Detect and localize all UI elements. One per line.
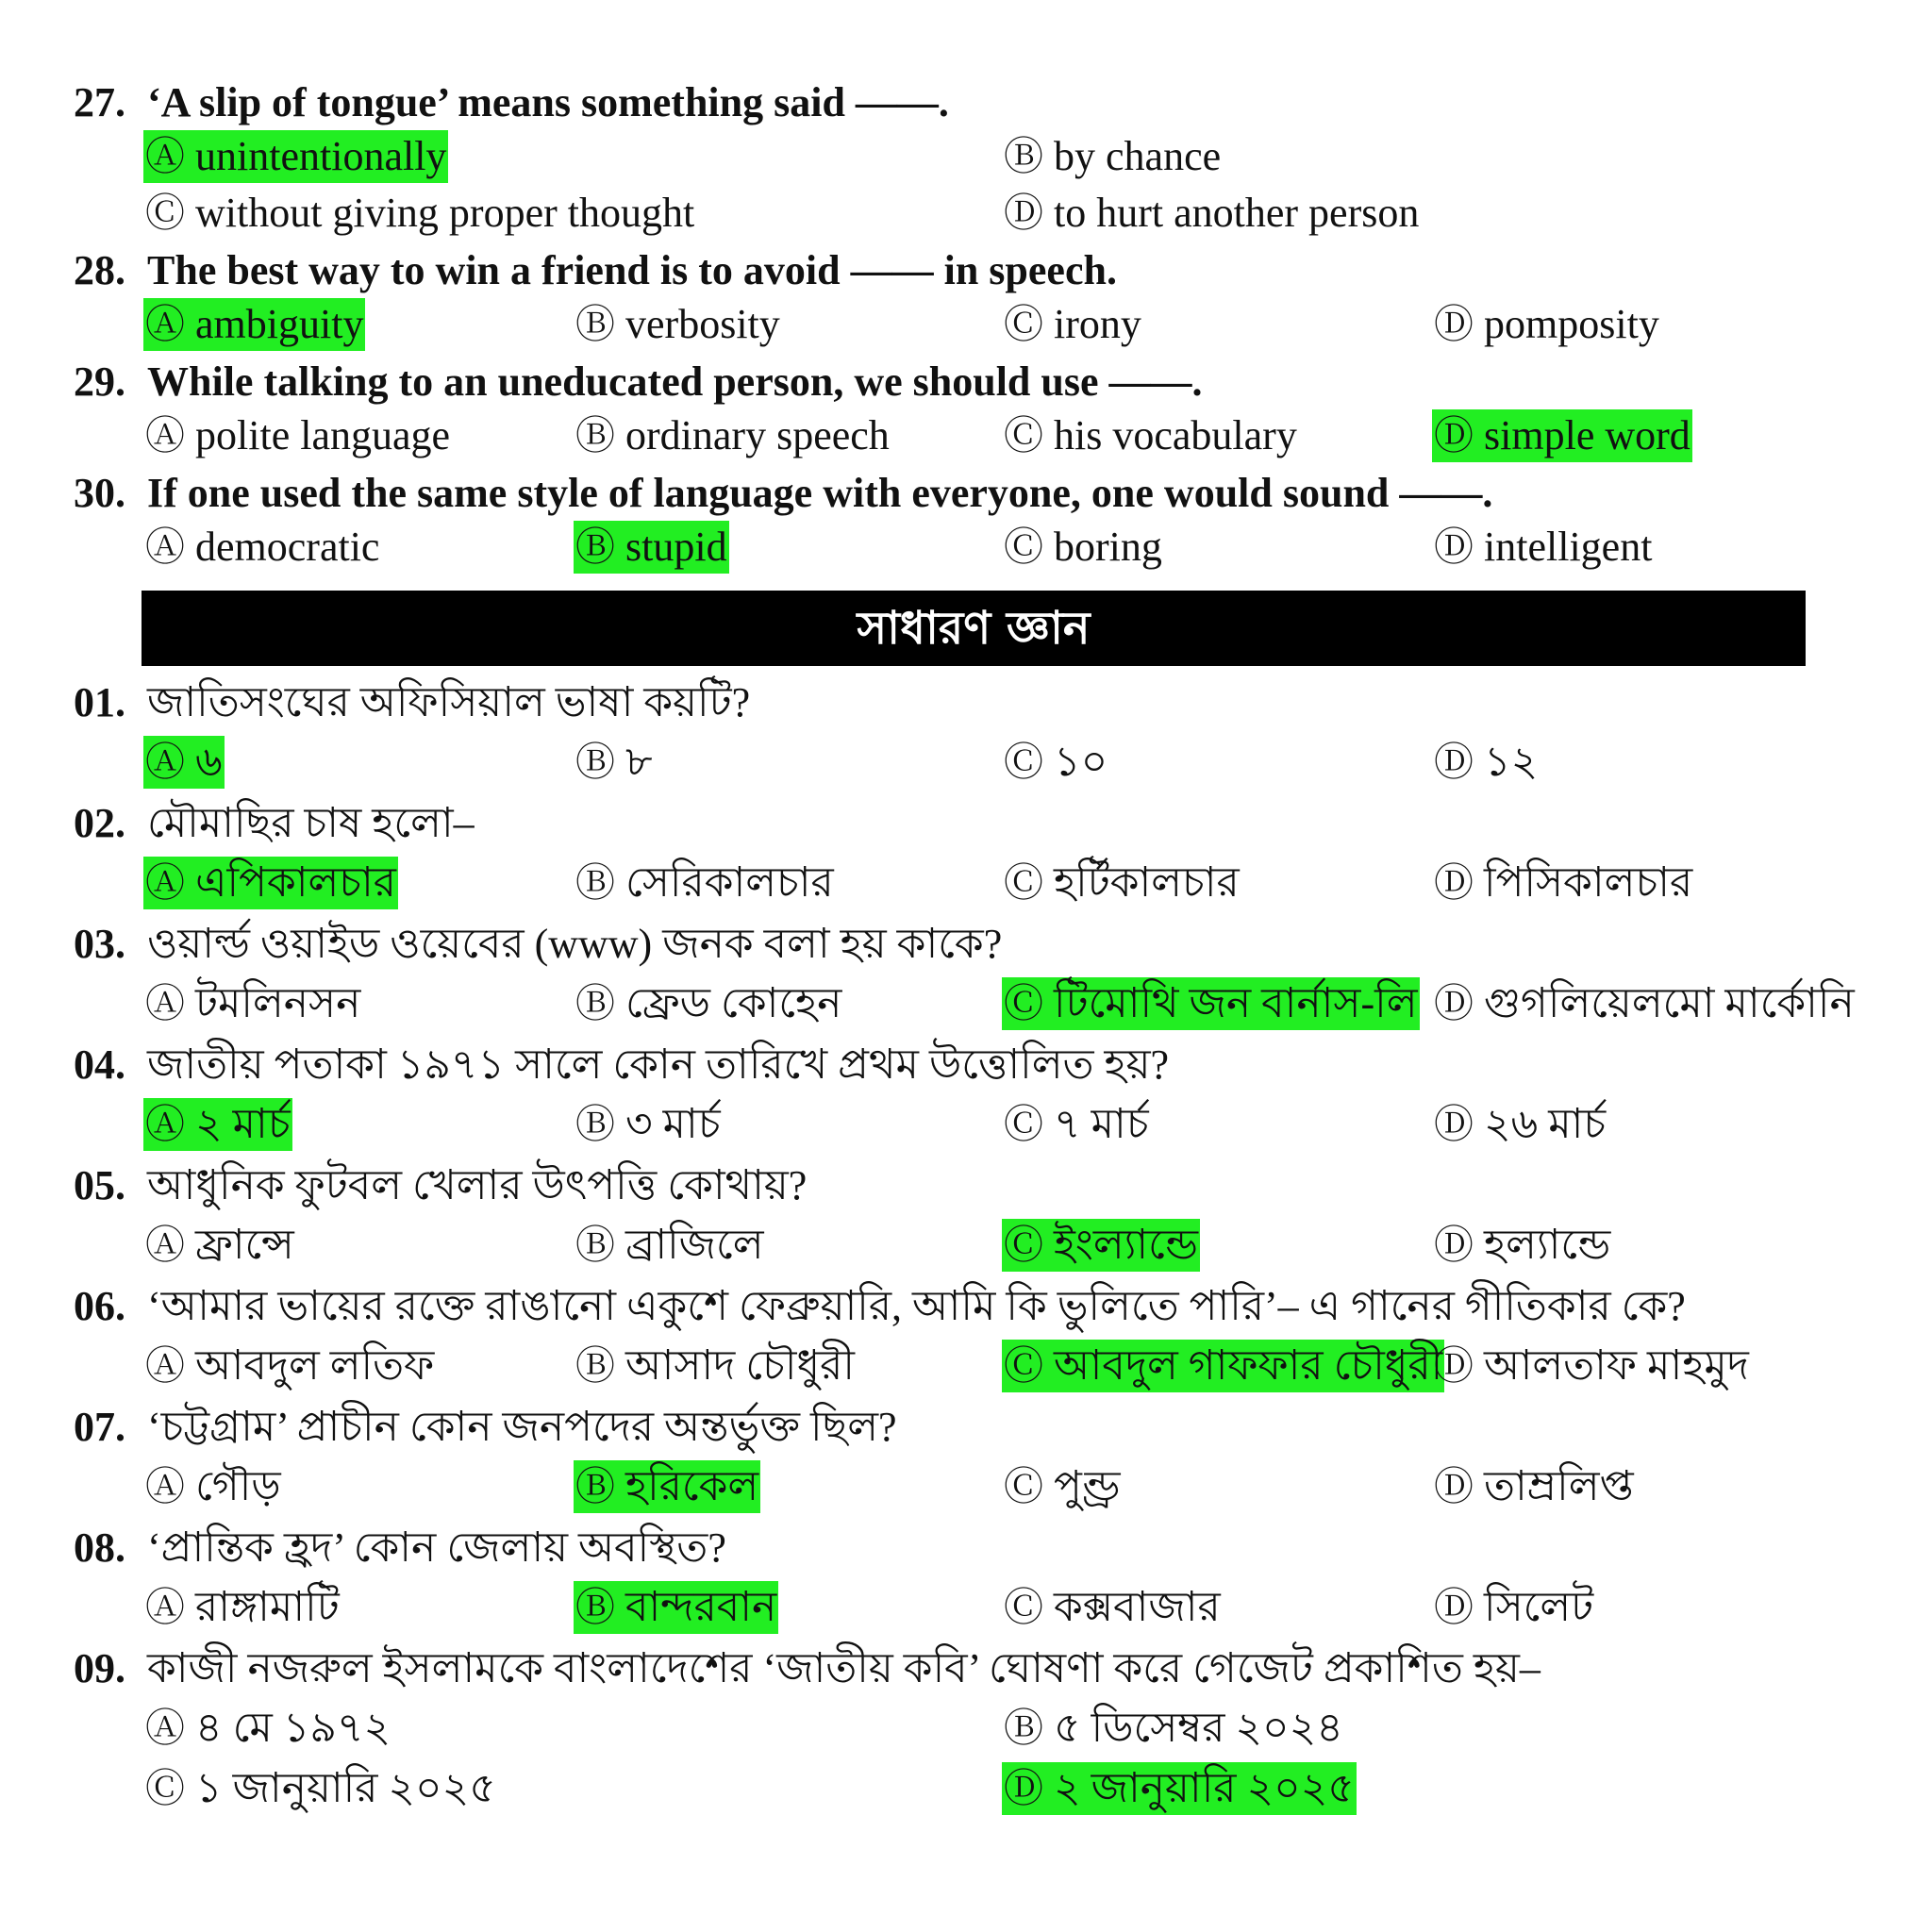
option-a[interactable] <box>143 1581 341 1634</box>
option-letter-a-icon: Ⓐ <box>145 1705 186 1751</box>
option-text: ইংল্যান্ডে <box>1054 1222 1198 1268</box>
option-letter-c-icon: Ⓒ <box>1004 1101 1044 1147</box>
question-text: ওয়ার্ল্ড ওয়াইড ওয়েবের (www) জনক বলা হয় কাকে? <box>147 921 1003 967</box>
option-letter-c-icon: Ⓒ <box>1004 301 1044 347</box>
option-a[interactable] <box>143 1340 436 1392</box>
question-gk-04 <box>74 1038 1169 1092</box>
option-c[interactable] <box>1002 298 1143 351</box>
option-letter-c-icon: Ⓒ <box>1004 1584 1044 1630</box>
option-letter-b-icon: Ⓑ <box>575 301 616 347</box>
option-text: irony <box>1054 301 1141 347</box>
option-text: ২৬ মার্চ <box>1484 1101 1607 1147</box>
question-number: 02. <box>74 800 125 846</box>
option-text: গুগলিয়েলমো মার্কোনি <box>1484 980 1855 1026</box>
option-c[interactable] <box>1002 1098 1151 1151</box>
option-text: ১ জানুয়ারি ২০২৫ <box>195 1765 496 1811</box>
option-text: ১২ <box>1484 739 1539 785</box>
option-text: ৫ ডিসেম্বর ২০২৪ <box>1054 1705 1343 1751</box>
option-text: আবদুল লতিফ <box>195 1342 435 1389</box>
option-text: এপিকালচার <box>195 859 396 906</box>
option-letter-a-icon: Ⓐ <box>145 1101 186 1147</box>
question-number: 09. <box>74 1645 125 1691</box>
option-letter-d-icon: Ⓓ <box>1434 1342 1474 1389</box>
option-a[interactable] <box>143 1460 283 1513</box>
option-letter-c-icon: Ⓒ <box>1004 412 1044 458</box>
option-letter-c-icon: Ⓒ <box>1004 980 1044 1026</box>
option-d[interactable] <box>1432 1581 1595 1634</box>
question-text: The best way to win a friend is to avoid —— in speech. <box>147 247 1117 293</box>
option-text: হল্যান্ডে <box>1484 1222 1611 1268</box>
option-letter-b-icon: Ⓑ <box>575 1342 616 1389</box>
option-letter-d-icon: Ⓓ <box>1004 1765 1044 1811</box>
option-letter-a-icon: Ⓐ <box>145 859 186 906</box>
option-b[interactable] <box>574 298 782 351</box>
option-letter-c-icon: Ⓒ <box>1004 859 1044 906</box>
question-text: মৌমাছির চাষ হলো– <box>147 800 475 846</box>
option-letter-a-icon: Ⓐ <box>145 524 186 570</box>
option-text: polite language <box>195 412 451 458</box>
question-number: 07. <box>74 1404 125 1450</box>
option-letter-b-icon: Ⓑ <box>575 524 616 570</box>
option-text: ৭ মার্চ <box>1054 1101 1149 1147</box>
option-text: ৮ <box>625 739 653 785</box>
option-c[interactable] <box>143 187 696 240</box>
question-27 <box>74 75 949 130</box>
option-letter-d-icon: Ⓓ <box>1434 859 1474 906</box>
option-a[interactable] <box>143 521 381 574</box>
option-d[interactable] <box>1432 977 1857 1030</box>
option-letter-b-icon: Ⓑ <box>1004 1705 1044 1751</box>
option-text: by chance <box>1054 133 1222 179</box>
option-b[interactable] <box>1002 130 1223 183</box>
question-text: আধুনিক ফুটবল খেলার উৎপত্তি কোথায়? <box>147 1162 808 1208</box>
option-text: ৪ মে ১৯৭২ <box>195 1705 391 1751</box>
option-text: বান্দরবান <box>625 1584 777 1630</box>
question-number: 28. <box>74 247 125 293</box>
option-text: টিমোথি জন বার্নাস-লি <box>1054 980 1418 1026</box>
option-c-correct[interactable] <box>1002 977 1420 1030</box>
option-letter-d-icon: Ⓓ <box>1434 1101 1474 1147</box>
option-a-correct[interactable] <box>143 130 448 183</box>
option-letter-c-icon: Ⓒ <box>145 1765 186 1811</box>
option-letter-d-icon: Ⓓ <box>1434 301 1474 347</box>
option-letter-c-icon: Ⓒ <box>1004 1222 1044 1268</box>
option-letter-d-icon: Ⓓ <box>1004 190 1044 236</box>
question-30 <box>74 466 1492 521</box>
option-b[interactable] <box>1002 1702 1345 1755</box>
question-text: ‘আমার ভায়ের রক্তে রাঙানো একুশে ফেব্রুয়ারি, আমি কি ভুলিতে পারি’– এ গানের গীতিকার কে? <box>147 1283 1686 1329</box>
option-letter-d-icon: Ⓓ <box>1434 412 1474 458</box>
question-gk-07 <box>74 1400 897 1455</box>
option-text: আসাদ চৌধুরী <box>625 1342 855 1389</box>
option-letter-b-icon: Ⓑ <box>575 1463 616 1509</box>
option-text: boring <box>1054 524 1162 570</box>
option-letter-a-icon: Ⓐ <box>145 1463 186 1509</box>
option-letter-d-icon: Ⓓ <box>1434 1584 1474 1630</box>
option-text: ৩ মার্চ <box>625 1101 721 1147</box>
option-text: simple word <box>1484 412 1690 458</box>
option-d[interactable] <box>1432 1460 1636 1513</box>
option-text: ২ জানুয়ারি ২০২৫ <box>1054 1765 1355 1811</box>
option-d-correct[interactable] <box>1002 1762 1357 1815</box>
option-text: পিসিকালচার <box>1484 859 1693 906</box>
section-banner: সাধারণ জ্ঞান <box>142 591 1806 666</box>
question-gk-03 <box>74 917 1002 972</box>
option-text: তাম্রলিপ্ত <box>1484 1463 1634 1509</box>
option-text: কক্সবাজার <box>1054 1584 1221 1630</box>
option-d-correct[interactable] <box>1432 409 1692 462</box>
option-b[interactable] <box>574 857 836 909</box>
option-c-correct[interactable] <box>1002 1219 1200 1272</box>
option-letter-b-icon: Ⓑ <box>575 980 616 1026</box>
option-letter-c-icon: Ⓒ <box>1004 1463 1044 1509</box>
option-text: stupid <box>625 524 727 570</box>
option-b[interactable] <box>574 1340 857 1392</box>
question-gk-01 <box>74 675 750 730</box>
option-text: ৬ <box>195 739 223 785</box>
option-a-correct[interactable] <box>143 736 225 789</box>
option-b[interactable] <box>574 409 891 462</box>
option-a-correct[interactable] <box>143 298 365 351</box>
option-letter-d-icon: Ⓓ <box>1434 1463 1474 1509</box>
option-letter-a-icon: Ⓐ <box>145 412 186 458</box>
question-gk-05 <box>74 1158 807 1213</box>
option-d[interactable] <box>1432 1098 1607 1151</box>
option-b[interactable] <box>574 1219 766 1272</box>
option-letter-d-icon: Ⓓ <box>1434 1222 1474 1268</box>
question-text: ‘A slip of tongue’ means something said ——. <box>147 79 949 125</box>
option-d[interactable] <box>1432 736 1540 789</box>
option-letter-b-icon: Ⓑ <box>575 739 616 785</box>
option-text: ordinary speech <box>625 412 890 458</box>
option-text: intelligent <box>1484 524 1653 570</box>
question-number: 05. <box>74 1162 125 1208</box>
option-a[interactable] <box>143 1219 296 1272</box>
option-b[interactable] <box>574 977 843 1030</box>
option-text: without giving proper thought <box>195 190 695 236</box>
option-letter-a-icon: Ⓐ <box>145 1342 186 1389</box>
option-b[interactable] <box>574 1098 723 1151</box>
option-c[interactable] <box>1002 521 1164 574</box>
question-text: জাতিসংঘের অফিসিয়াল ভাষা কয়টি? <box>147 679 751 725</box>
question-text: While talking to an uneducated person, we should use ——. <box>147 358 1203 405</box>
question-number: 04. <box>74 1041 125 1088</box>
option-text: ২ মার্চ <box>195 1101 291 1147</box>
option-c[interactable] <box>1002 409 1299 462</box>
question-gk-02 <box>74 796 475 851</box>
option-letter-b-icon: Ⓑ <box>575 859 616 906</box>
question-number: 06. <box>74 1283 125 1329</box>
option-text: টমলিনসন <box>195 980 361 1026</box>
option-c-correct[interactable] <box>1002 1340 1444 1392</box>
option-a[interactable] <box>143 1702 392 1755</box>
option-text: ambiguity <box>195 301 364 347</box>
option-c[interactable] <box>1002 1460 1123 1513</box>
option-letter-a-icon: Ⓐ <box>145 739 186 785</box>
question-number: 01. <box>74 679 125 725</box>
option-text: রাঙ্গামাটি <box>195 1584 340 1630</box>
option-letter-a-icon: Ⓐ <box>145 980 186 1026</box>
option-text: ১০ <box>1054 739 1108 785</box>
option-text: ফ্রান্সে <box>195 1222 294 1268</box>
option-letter-d-icon: Ⓓ <box>1434 739 1474 785</box>
question-number: 08. <box>74 1524 125 1571</box>
option-b[interactable] <box>574 736 655 789</box>
question-gk-09 <box>74 1641 1541 1696</box>
option-letter-c-icon: Ⓒ <box>1004 739 1044 785</box>
option-b-correct[interactable] <box>574 521 729 574</box>
option-text: ব্রাজিলে <box>625 1222 764 1268</box>
question-number: 27. <box>74 79 125 125</box>
option-text: হরিকেল <box>625 1463 759 1509</box>
option-b-correct[interactable] <box>574 1581 778 1634</box>
option-d[interactable] <box>1432 857 1694 909</box>
option-text: ফ্রেড কোহেন <box>625 980 842 1026</box>
option-letter-d-icon: Ⓓ <box>1434 524 1474 570</box>
option-c[interactable] <box>143 1762 498 1815</box>
question-number: 03. <box>74 921 125 967</box>
option-a[interactable] <box>143 409 452 462</box>
question-28 <box>74 243 1117 298</box>
option-d[interactable] <box>1432 521 1654 574</box>
option-text: unintentionally <box>195 133 447 179</box>
option-letter-a-icon: Ⓐ <box>145 133 186 179</box>
option-text: pomposity <box>1484 301 1659 347</box>
option-letter-d-icon: Ⓓ <box>1434 980 1474 1026</box>
option-d[interactable] <box>1432 1340 1751 1392</box>
option-text: democratic <box>195 524 380 570</box>
option-d[interactable] <box>1432 1219 1612 1272</box>
question-text: ‘চট্টগ্রাম’ প্রাচীন কোন জনপদের অন্তর্ভুক্ত ছিল? <box>147 1404 897 1450</box>
option-letter-a-icon: Ⓐ <box>145 1222 186 1268</box>
option-letter-b-icon: Ⓑ <box>575 1222 616 1268</box>
option-letter-a-icon: Ⓐ <box>145 1584 186 1630</box>
option-letter-b-icon: Ⓑ <box>575 1584 616 1630</box>
option-text: গৌড় <box>195 1463 281 1509</box>
option-d[interactable] <box>1432 298 1661 351</box>
option-letter-c-icon: Ⓒ <box>1004 524 1044 570</box>
question-29 <box>74 355 1203 409</box>
question-text: If one used the same style of language with everyone, one would sound ——. <box>147 470 1493 516</box>
question-number: 30. <box>74 470 125 516</box>
option-letter-c-icon: Ⓒ <box>1004 1342 1044 1389</box>
option-text: সেরিকালচার <box>625 859 834 906</box>
option-text: আলতাফ মাহমুদ <box>1484 1342 1749 1389</box>
option-letter-b-icon: Ⓑ <box>575 412 616 458</box>
option-c[interactable] <box>1002 857 1241 909</box>
option-text: সিলেট <box>1484 1584 1594 1630</box>
question-text: কাজী নজরুল ইসলামকে বাংলাদেশের ‘জাতীয় কবি’ ঘোষণা করে গেজেট প্রকাশিত হয়– <box>147 1645 1541 1691</box>
question-gk-08 <box>74 1521 726 1575</box>
option-text: to hurt another person <box>1054 190 1420 236</box>
option-c[interactable] <box>1002 736 1109 789</box>
option-d[interactable] <box>1002 187 1421 240</box>
question-text: ‘প্রান্তিক হ্রদ’ কোন জেলায় অবস্থিত? <box>147 1524 726 1571</box>
option-text: হর্টিকালচার <box>1054 859 1240 906</box>
question-gk-06 <box>74 1279 1686 1334</box>
option-text: his vocabulary <box>1054 412 1297 458</box>
option-a-correct[interactable] <box>143 857 398 909</box>
option-text: আবদুল গাফফার চৌধুরী <box>1054 1342 1443 1389</box>
option-text: পুণ্ড্র <box>1054 1463 1121 1509</box>
option-text: verbosity <box>625 301 780 347</box>
option-a-correct[interactable] <box>143 1098 292 1151</box>
question-text: জাতীয় পতাকা ১৯৭১ সালে কোন তারিখে প্রথম উত্তোলিত হয়? <box>147 1041 1170 1088</box>
option-letter-b-icon: Ⓑ <box>575 1101 616 1147</box>
question-number: 29. <box>74 358 125 405</box>
option-letter-b-icon: Ⓑ <box>1004 133 1044 179</box>
option-c[interactable] <box>1002 1581 1223 1634</box>
option-a[interactable] <box>143 977 362 1030</box>
option-letter-a-icon: Ⓐ <box>145 301 186 347</box>
option-letter-c-icon: Ⓒ <box>145 190 186 236</box>
option-b-correct[interactable] <box>574 1460 760 1513</box>
